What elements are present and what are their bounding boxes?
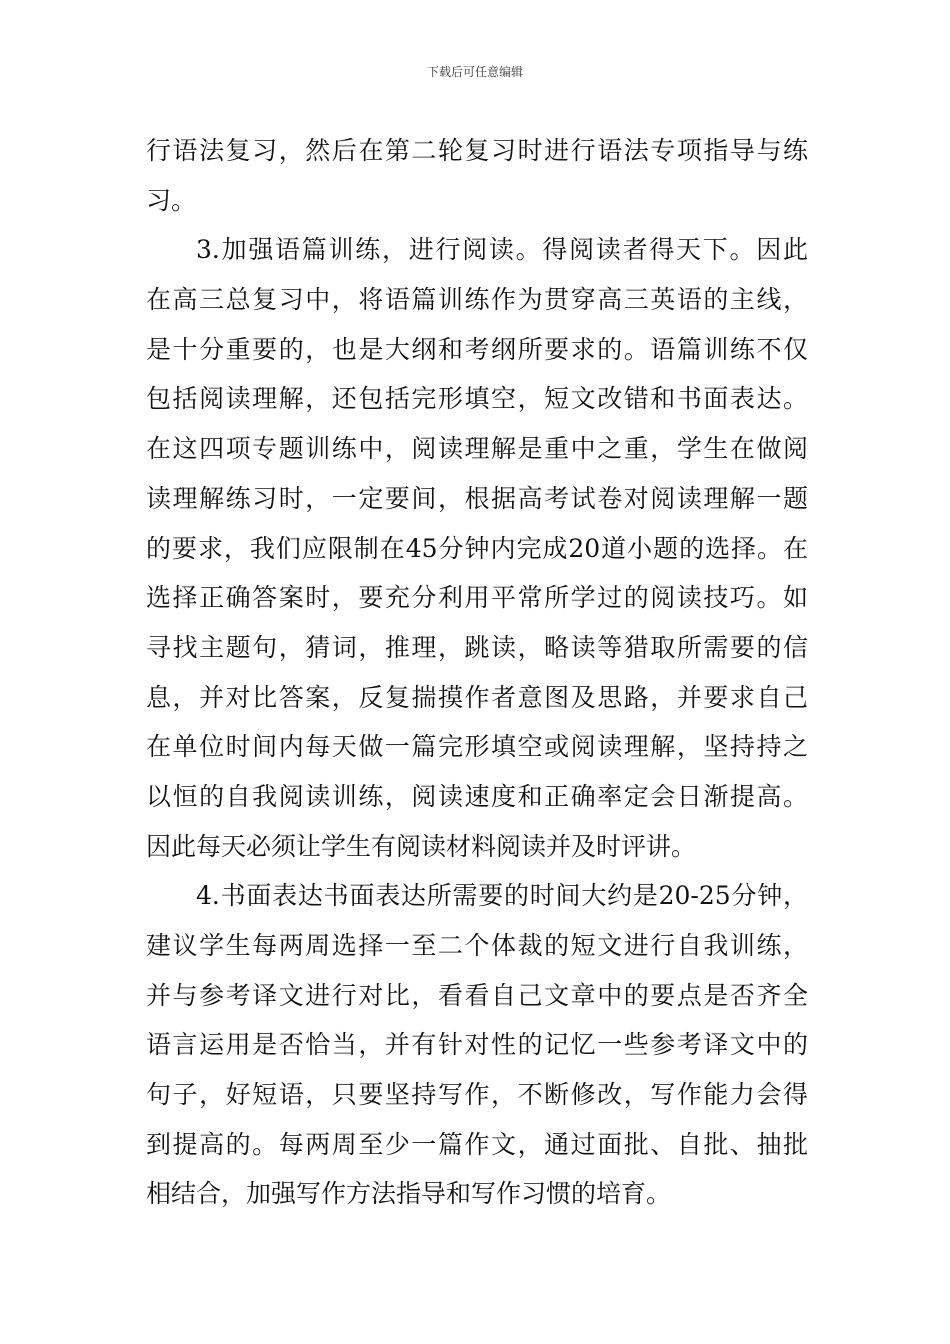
text-line: 选择正确答案时，要充分利用平常所学过的阅读技巧。如: [146, 583, 808, 613]
text-line: 寻找主题句，猜词，推理，跳读，略读等猎取所需要的信: [146, 632, 808, 662]
text-line: 在单位时间内每天做一篇完形填空或阅读理解，坚持持之: [146, 732, 808, 762]
text-line: 到提高的。每两周至少一篇作文，通过面批、自批、抽批: [146, 1129, 808, 1159]
text-line: 以恒的自我阅读训练，阅读速度和正确率定会日渐提高。: [146, 781, 808, 811]
text-line: 是十分重要的，也是大纲和考纲所要求的。语篇训练不仅: [146, 334, 808, 364]
document-body: [146, 126, 808, 1219]
text-line: 语言运用是否恰当，并有针对性的记忆一些参考译文中的: [146, 1030, 808, 1060]
text-line: 读理解练习时，一定要间，根据高考试卷对阅读理解一题: [146, 483, 808, 513]
text-line: 句子，好短语，只要坚持写作，不断修改，写作能力会得: [146, 1080, 808, 1110]
paragraph-first-line: 3.加强语篇训练，进行阅读。得阅读者得天下。因此: [196, 235, 808, 265]
text-line: 建议学生每两周选择一至二个体裁的短文进行自我训练，: [146, 931, 808, 960]
text-line: 并与参考译文进行对比，看看自己文章中的要点是否齐全: [146, 980, 808, 1010]
text-line: 相结合，加强写作方法指导和写作习惯的培育。: [146, 1179, 672, 1209]
text-line: 习。: [146, 185, 197, 215]
page-header: 下载后可任意编辑: [426, 65, 523, 79]
text-line: 因此每天必须让学生有阅读材料阅读并及时评讲。: [146, 831, 697, 861]
text-line: 在这四项专题训练中，阅读理解是重中之重，学生在做阅: [146, 434, 808, 464]
paragraph-first-line: 4.书面表达书面表达所需要的时间大约是20-25分钟，: [196, 881, 808, 911]
text-line: 的要求，我们应限制在45分钟内完成20道小题的选择。在: [146, 533, 808, 563]
text-line: 包括阅读理解，还包括完形填空，短文改错和书面表达。: [146, 384, 808, 414]
text-line: 行语法复习，然后在第二轮复习时进行语法专项指导与练: [146, 136, 808, 165]
text-line: 息，并对比答案，反复揣摸作者意图及思路，并要求自己: [146, 682, 808, 712]
text-line: 在高三总复习中，将语篇训练作为贯穿高三英语的主线，: [146, 285, 808, 315]
